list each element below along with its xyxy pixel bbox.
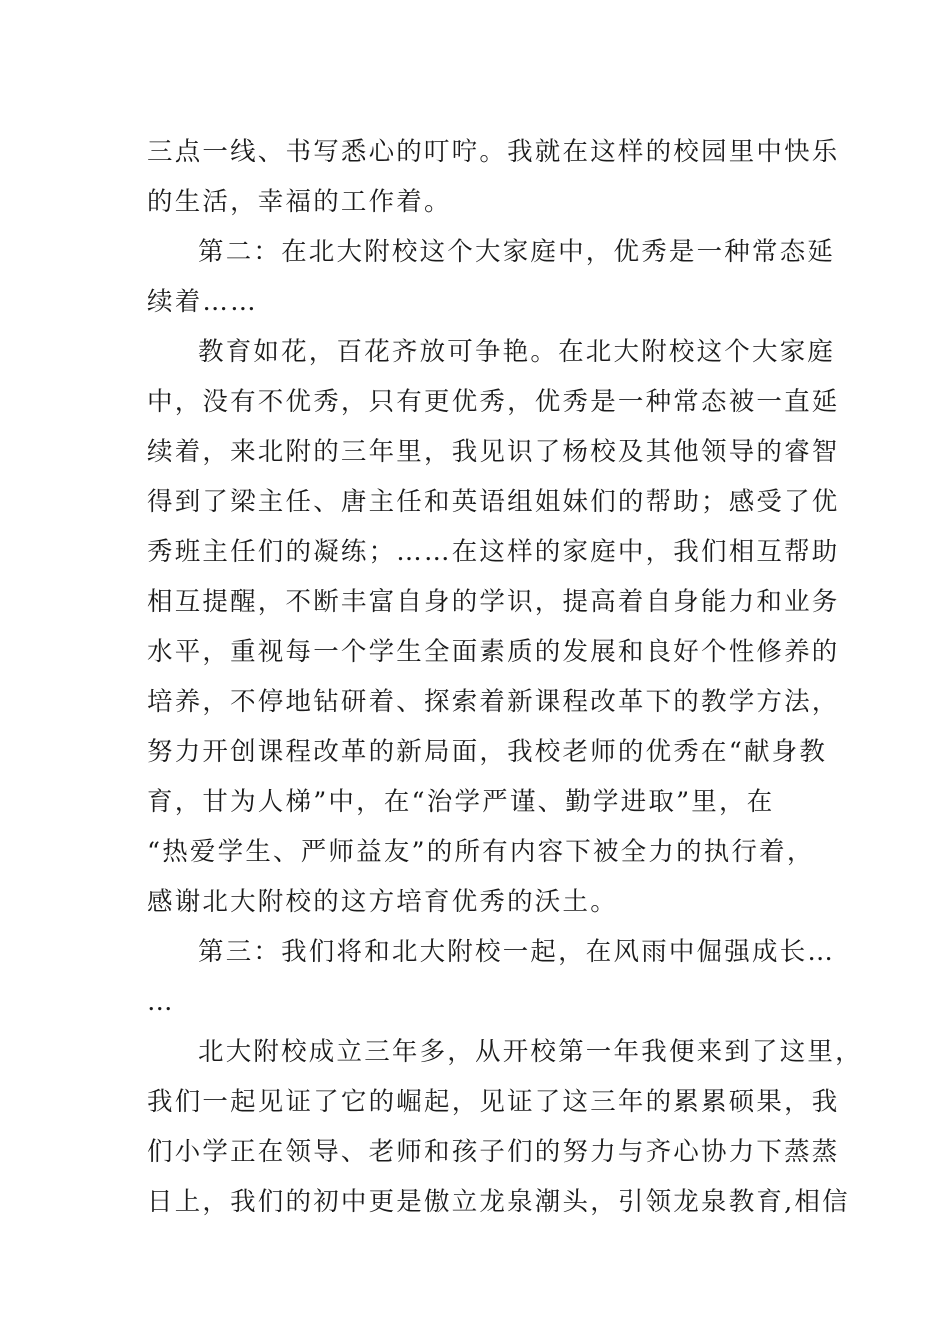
text-line: 中，没有不优秀，只有更优秀，优秀是一种常态被一直延 xyxy=(147,387,840,417)
text-line: 水平，重视每一个学生全面素质的发展和良好个性修养的 xyxy=(147,637,840,667)
section-heading-continued: 续着…… xyxy=(147,287,258,317)
section-heading: 第二：在北大附校这个大家庭中，优秀是一种常态延 xyxy=(198,237,836,267)
section-heading-continued: … xyxy=(147,987,175,1017)
text-line: 三点一线、书写悉心的叮咛。我就在这样的校园里中快乐 xyxy=(147,137,840,167)
text-line: 育，甘为人梯”中，在“治学严谨、勤学进取”里，在 xyxy=(147,787,775,817)
paragraph-first-line: 教育如花，百花齐放可争艳。在北大附校这个大家庭 xyxy=(198,337,836,367)
section-heading: 第三：我们将和北大附校一起，在风雨中倔强成长… xyxy=(198,937,836,967)
text-line: 秀班主任们的凝练；……在这样的家庭中，我们相互帮助 xyxy=(147,537,840,567)
text-line: 培养，不停地钻研着、探索着新课程改革下的教学方法， xyxy=(147,687,840,717)
text-line: 的生活，幸福的工作着。 xyxy=(147,187,452,217)
text-line: 日上，我们的初中更是傲立龙泉潮头，引领龙泉教育,相信 xyxy=(147,1187,850,1217)
paragraph-first-line: 北大附校成立三年多，从开校第一年我便来到了这里， xyxy=(198,1037,863,1067)
text-line: 续着，来北附的三年里，我见识了杨校及其他领导的睿智 xyxy=(147,437,840,467)
text-line: 感谢北大附校的这方培育优秀的沃土。 xyxy=(147,887,618,917)
text-line: 我们一起见证了它的崛起，见证了这三年的累累硕果，我 xyxy=(147,1087,840,1117)
text-line: 努力开创课程改革的新局面，我校老师的优秀在“献身教 xyxy=(147,737,828,767)
text-line: 得到了梁主任、唐主任和英语组姐妹们的帮助；感受了优 xyxy=(147,487,840,517)
text-line: 相互提醒，不断丰富自身的学识，提高着自身能力和业务 xyxy=(147,587,840,617)
text-line: 们小学正在领导、老师和孩子们的努力与齐心协力下蒸蒸 xyxy=(147,1137,840,1167)
text-line: “热爱学生、严师益友”的所有内容下被全力的执行着， xyxy=(147,837,815,867)
